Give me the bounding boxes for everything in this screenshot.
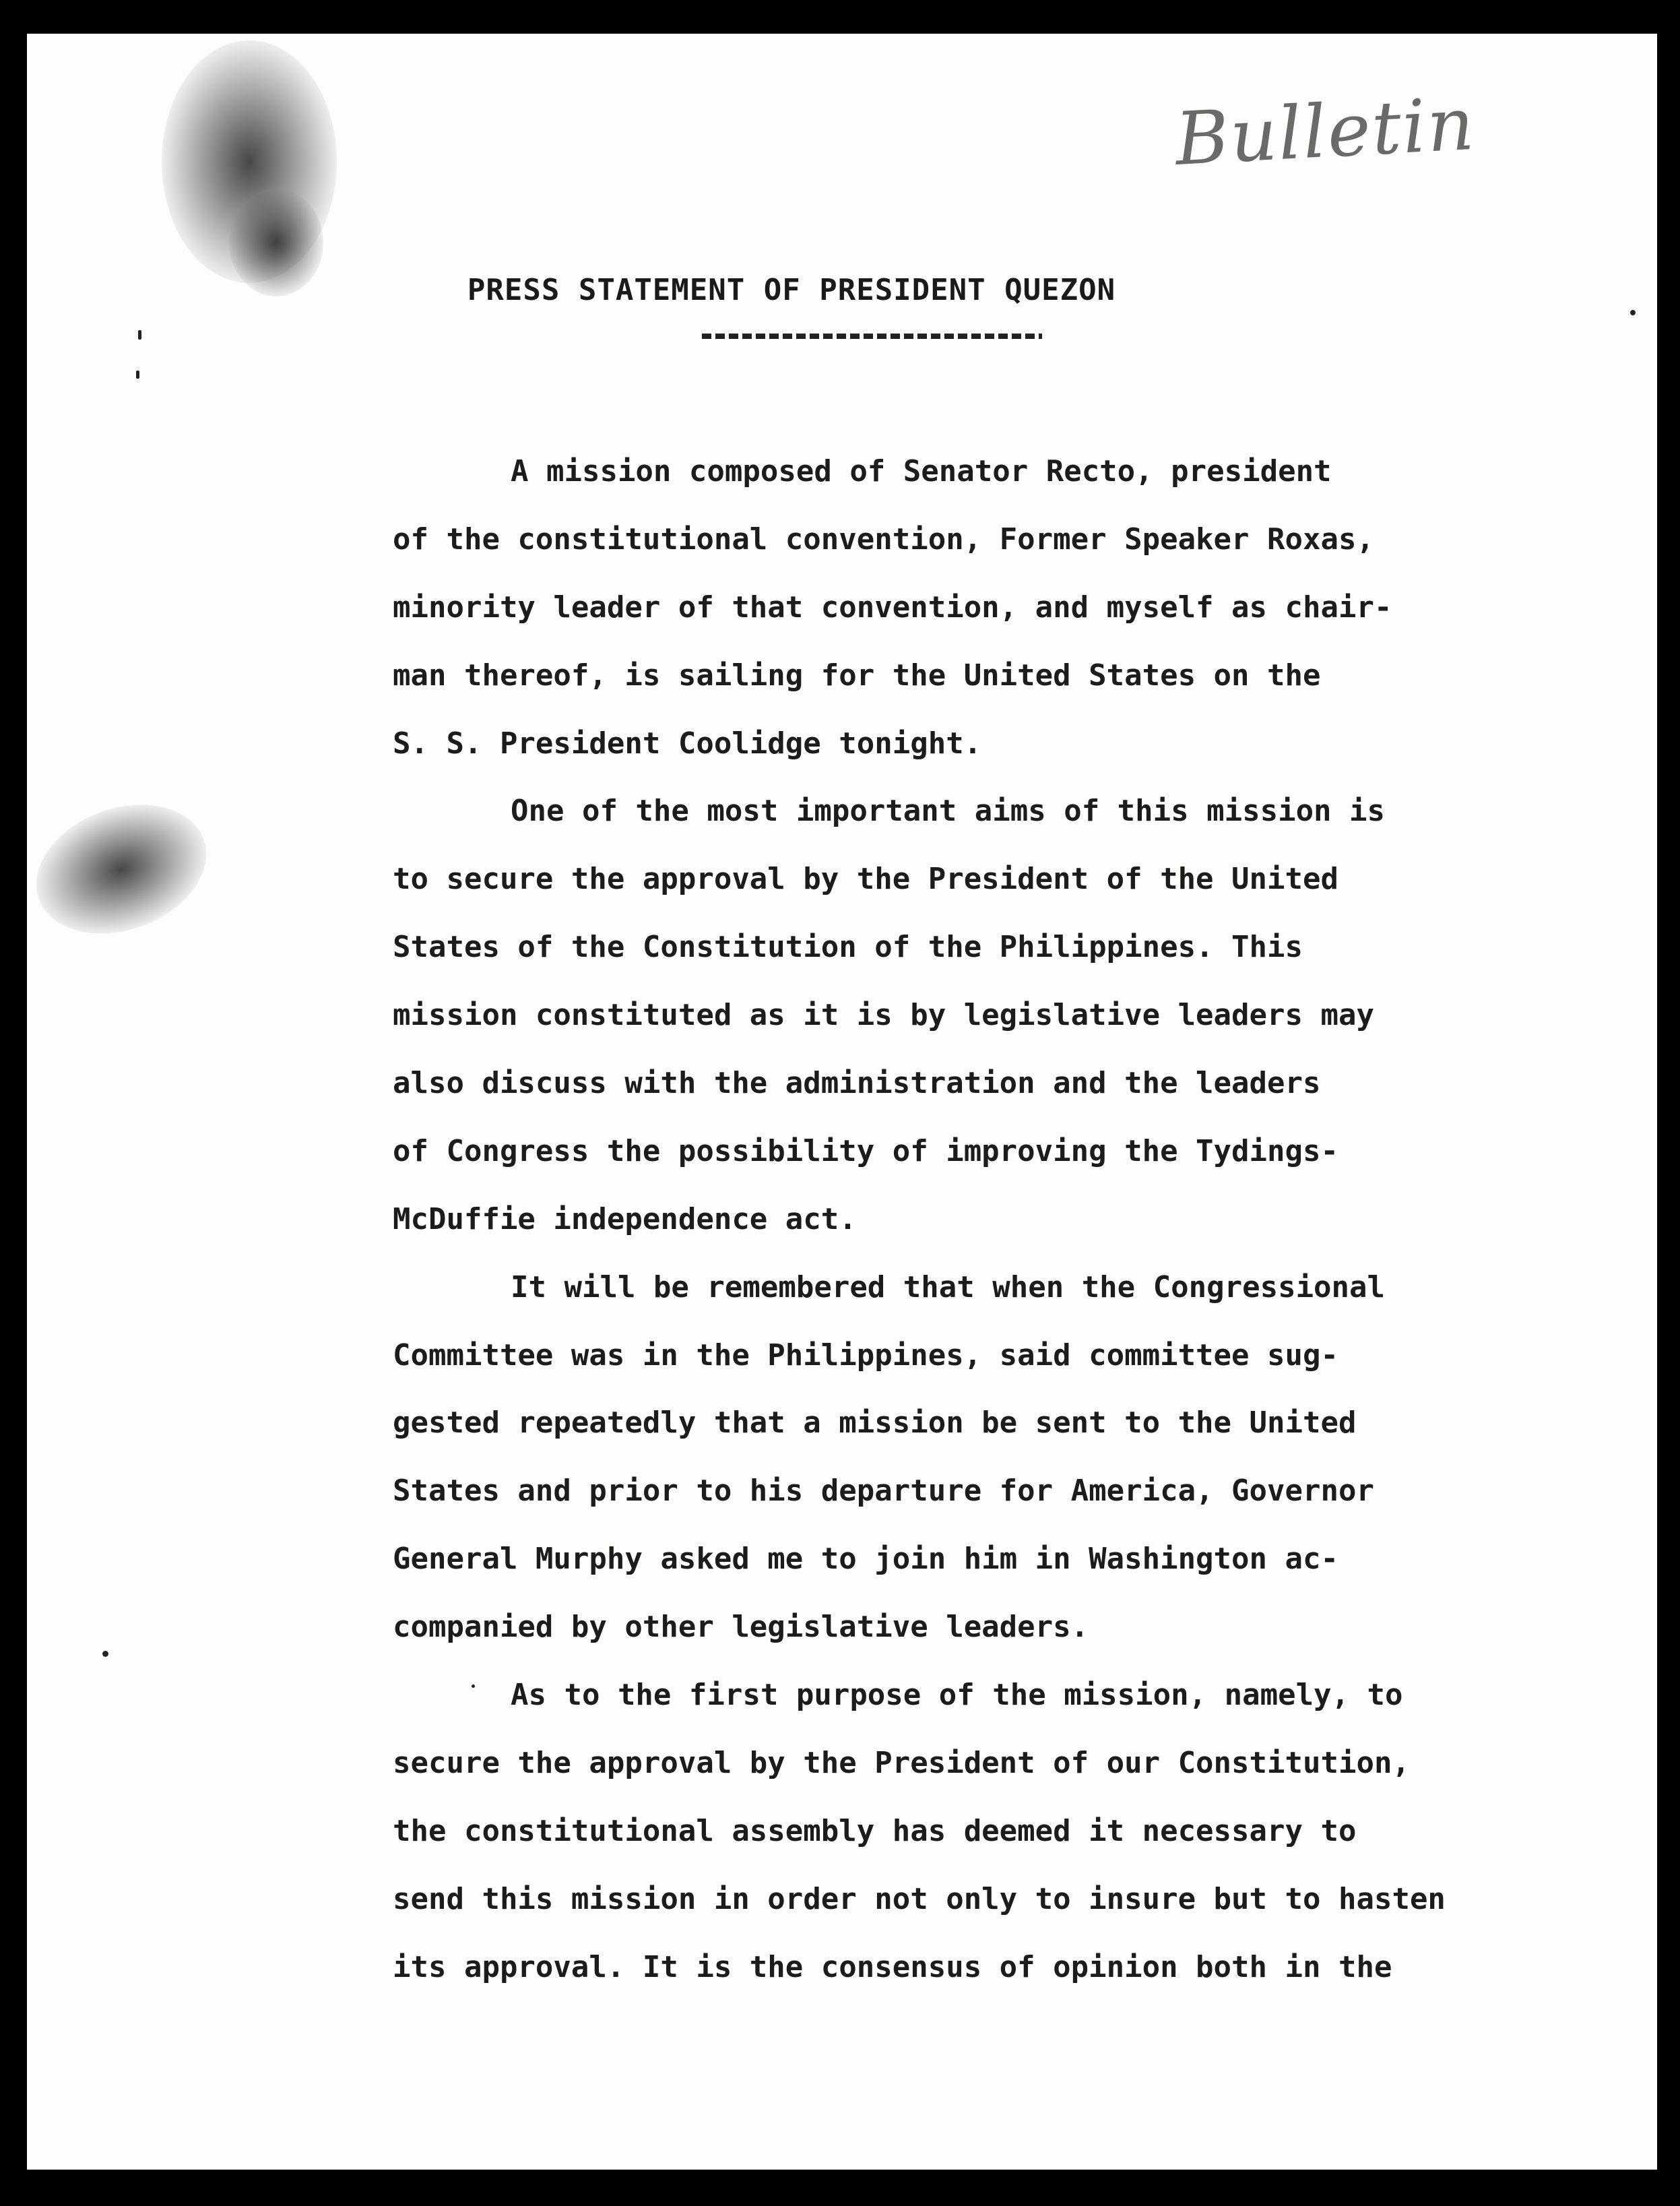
- text-line: of Congress the possibility of improving the Tydings-: [393, 1133, 1338, 1168]
- text-line: A mission composed of Senator Recto, president: [511, 454, 1332, 489]
- text-line: States of the Constitution of the Philippines. This: [393, 930, 1303, 965]
- text-line: S. S. President Coolidge tonight.: [393, 726, 982, 761]
- speck: [1630, 310, 1636, 315]
- speck: [136, 371, 139, 379]
- text-line: of the constitutional convention, Former Speaker Roxas,: [393, 522, 1374, 557]
- text-line: to secure the approval by the President of the United: [393, 862, 1338, 897]
- title-underline: [702, 334, 1042, 339]
- text-line: gested repeatedly that a mission be sent to the United: [393, 1406, 1357, 1441]
- document-page: [27, 34, 1657, 2170]
- ink-smudge-left: [27, 782, 224, 956]
- text-line: the constitutional assembly has deemed it necessary to: [393, 1813, 1357, 1848]
- text-line: McDuffie independence act.: [393, 1201, 857, 1236]
- text-line: its approval. It is the consensus of opinion both in the: [393, 1949, 1392, 1984]
- text-line: General Murphy asked me to join him in Washington ac-: [393, 1542, 1338, 1577]
- text-line: As to the first purpose of the mission, namely, to: [511, 1678, 1403, 1713]
- document-title: PRESS STATEMENT OF PRESIDENT QUEZON: [467, 273, 1116, 307]
- handwritten-annotation: Bulletin: [1173, 82, 1478, 182]
- speck: [138, 330, 141, 340]
- text-line: Committee was in the Philippines, said committee sug-: [393, 1337, 1338, 1373]
- text-line: minority leader of that convention, and myself as chair-: [393, 590, 1392, 625]
- text-line: It will be remembered that when the Congressional: [511, 1269, 1386, 1304]
- text-line: send this mission in order not only to insure but to hasten: [393, 1881, 1446, 1916]
- speck: [102, 1651, 108, 1657]
- text-line: One of the most important aims of this mission is: [511, 794, 1386, 829]
- text-line: mission constituted as it is by legislative leaders may: [393, 998, 1374, 1033]
- document-body: [393, 438, 1625, 2001]
- text-line: companied by other legislative leaders.: [393, 1610, 1089, 1645]
- text-line: secure the approval by the President of our Constitution,: [393, 1745, 1410, 1780]
- text-line: also discuss with the administration and the leaders: [393, 1066, 1321, 1101]
- text-line: States and prior to his departure for America, Governor: [393, 1474, 1374, 1509]
- text-line: man thereof, is sailing for the United States on the: [393, 658, 1321, 693]
